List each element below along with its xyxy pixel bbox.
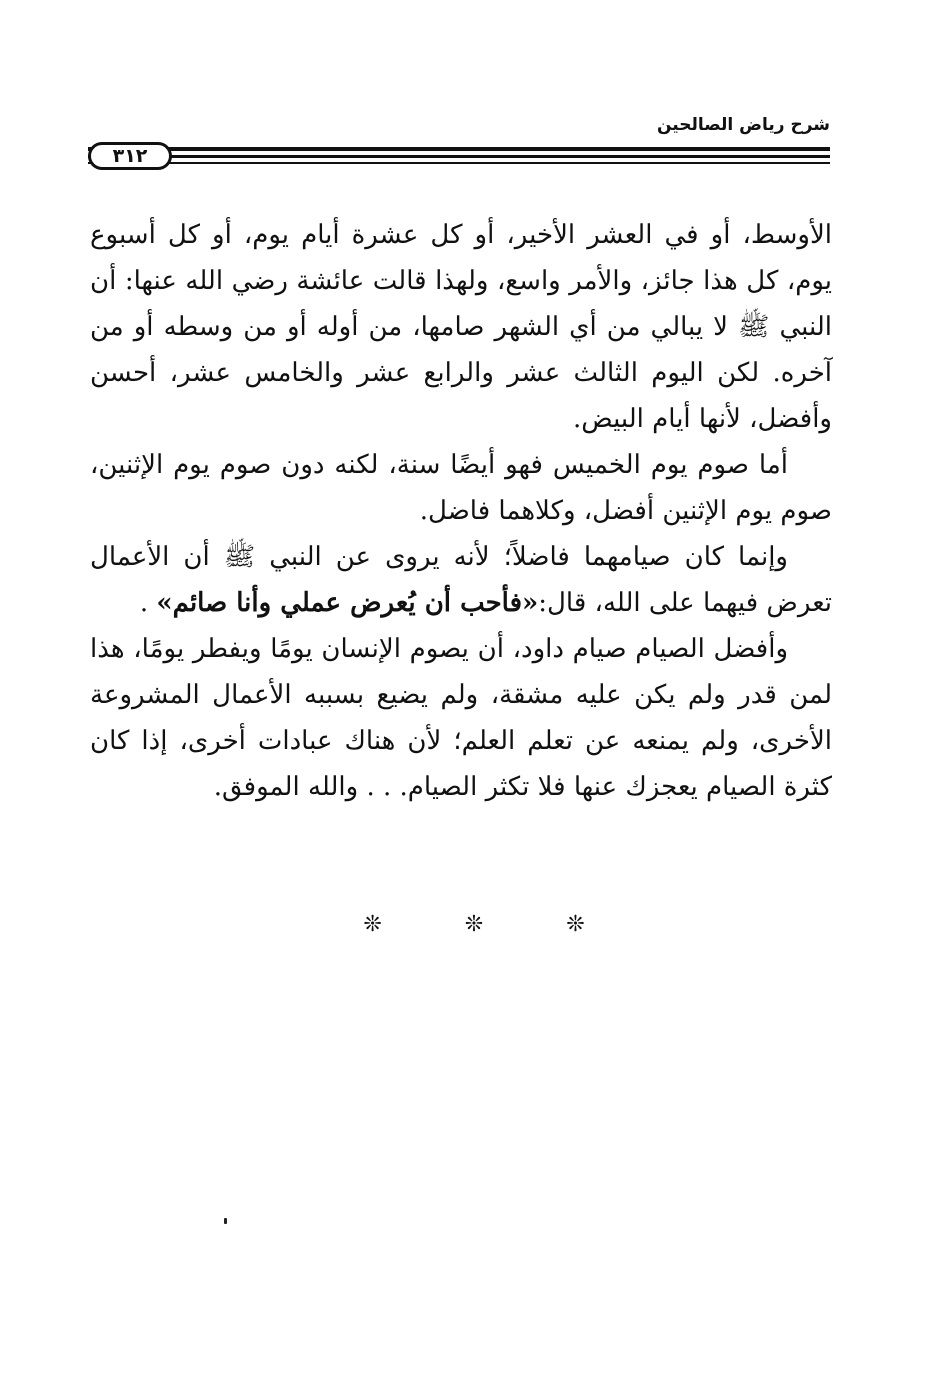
page-body	[90, 212, 832, 810]
header-rule	[88, 142, 830, 172]
separator-star-icon: ❊	[566, 912, 585, 937]
separator-star-icon: ❊	[363, 912, 382, 937]
paragraph: الأوسط، أو في العشر الأخير، أو كل عشرة أيام يوم، أو كل أسبوع يوم، كل هذا جائز، والأمر واسع، ولهذا قالت عائشة رضي الله عنها: أن النبي ﷺ لا يبالي من أي الشهر صامها، من أوله أو من وسطه أو من آخره. لكن اليوم الثالث عشر والرابع عشر والخامس عشر، أحسن وأفضل، لأنها أيام البيض.	[90, 220, 832, 434]
hadith-quote: «فأحب أن يُعرض عملي وأنا صائم»	[156, 588, 539, 618]
header-rule-line	[88, 147, 830, 151]
paragraph: وأفضل الصيام صيام داود، أن يصوم الإنسان يومًا ويفطر يومًا، هذا لمن قدر ولم يكن عليه مشقة، ولم يضيع بسببه الأعمال المشروعة الأخرى، ولم يمنعه عن تعلم العلم؛ لأن هناك عبادات أخرى، إذا كان كثرة الصيام يعجزك عنها فلا تكثر الصيام. . . والله الموفق.	[90, 634, 832, 802]
page-header	[88, 114, 830, 172]
paragraph: أما صوم يوم الخميس فهو أيضًا سنة، لكنه دون صوم يوم الإثنين، صوم يوم الإثنين أفضل، وكلاهما فاضل.	[90, 450, 832, 526]
paragraph	[90, 534, 832, 626]
paragraph-text: وإنما كان صيامهما فاضلاً؛ لأنه يروى عن النبي ﷺ أن الأعمال تعرض فيهما على الله، قال:	[90, 542, 832, 618]
header-rule-line	[88, 162, 830, 164]
page-number: ٣١٢	[88, 142, 172, 170]
separator-star-icon: ❊	[464, 912, 484, 937]
scan-speck	[224, 1218, 227, 1224]
paragraph-text: .	[139, 588, 157, 618]
header-rule-line	[88, 155, 830, 158]
section-separator	[0, 910, 948, 940]
book-title: شرح رياض الصالحين	[656, 115, 830, 135]
